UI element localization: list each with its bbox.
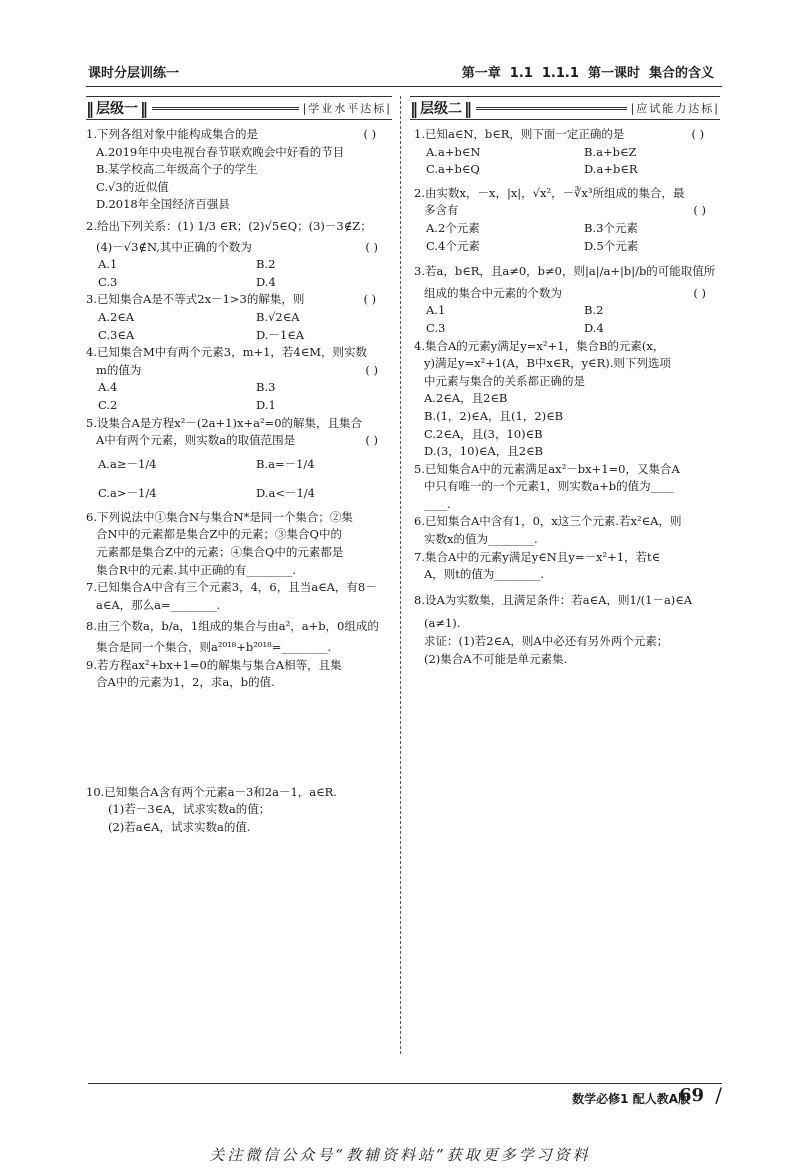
option-row: A.1 B.2 xyxy=(426,303,604,318)
option-text: D.(3，10)∈A，且2∈B xyxy=(424,444,543,459)
option-row: C.3∈A D.－1∈A xyxy=(98,327,305,342)
question-7-cont: a∈A，那么a=________. xyxy=(96,597,221,612)
question-10: 10.已知集合A含有两个元素a－3和2a－1，a∈R. xyxy=(86,784,337,799)
question-5: 5.设集合A是方程x²－(2a+1)x+a²=0的解集，且集合 xyxy=(86,415,363,430)
option-text: D.2018年全国经济百强县 xyxy=(96,197,230,212)
option-row: A.a≥－1/4 B.a=－1/4 xyxy=(98,456,315,471)
header-chapter-title: 第一章 1.1 1.1.1 第一课时 集合的含义 xyxy=(461,66,714,81)
option-row: A.4 B.3 xyxy=(98,380,276,395)
question-5: 5.已知集合A中的元素满足ax²－bx+1=0，又集合A xyxy=(414,461,680,476)
question-5-cont: A中有两个元素，则实数a的取值范围是 ( ) xyxy=(96,433,378,448)
option-row: C.4个元素 D.5个元素 xyxy=(426,238,639,253)
question-4-cont: 中元素与集合的关系都正确的是 xyxy=(424,373,585,388)
question-6-cont: 合N中的元素都是集合Z中的元素；③集合Q中的 xyxy=(96,527,342,542)
option-text: A.2019年中央电视台春节联欢晚会中好看的节目 xyxy=(96,144,345,159)
question-9-cont: 合A中的元素为1，2，求a，b的值. xyxy=(96,675,275,690)
option-text: B.某学校高二年级高个子的学生 xyxy=(96,162,258,177)
banner-bars: ‖ xyxy=(464,98,470,118)
question-6-cont: 集合R中的元素.其中正确的有________. xyxy=(96,562,296,577)
question-10-part-1: (1)若－3∈A，试求实数a的值； xyxy=(108,802,271,817)
option-row: A.2个元素 B.3个元素 xyxy=(426,220,638,235)
question-5-cont: 中只有唯一的一个元素1，则实数a+b的值为____ xyxy=(424,479,674,494)
option-row: A.a+b∈N B.a+b∈Z xyxy=(426,144,637,159)
question-4: 4.已知集合M中有两个元素3，m+1，若4∈M，则实数 xyxy=(86,345,368,360)
level-two-banner xyxy=(410,96,720,120)
banner-bars: ‖ xyxy=(410,98,416,118)
question-4-cont: y)满足y=x²+1(A，B中x∈R，y∈R).则下列选项 xyxy=(424,356,671,371)
question-6-cont: 元素都是集合Z中的元素；④集合Q中的元素都是 xyxy=(96,545,344,560)
option-row: C.a>－1/4 D.a<－1/4 xyxy=(98,486,315,501)
answer-space xyxy=(86,692,392,784)
level-one-tag: |学业水平达标| xyxy=(302,102,392,115)
question-4: 4.集合A的元素y满足y=x²+1，集合B的元素(x， xyxy=(414,338,665,353)
question-3-cont: 组成的集合中元素的个数为 ( ) xyxy=(424,285,706,300)
question-5-cont: ____. xyxy=(424,496,451,511)
question-8-part-1: 求证：(1)若2∈A，则A中必还有另外两个元素； xyxy=(424,634,669,649)
option-row: C.3 D.4 xyxy=(98,274,276,289)
question-1: 1.下列各组对象中能构成集合的是 ( ) xyxy=(86,127,377,141)
banner-fill-line xyxy=(152,107,299,110)
promo-watermark: 关注微信公众号“教辅资料站”获取更多学习资料 xyxy=(209,1146,591,1164)
option-text: B.(1，2)∈A，且(1，2)∈B xyxy=(424,408,564,423)
question-1: 1.已知a∈N，b∈R，则下面一定正确的是 ( ) xyxy=(414,127,705,141)
page-number: 69 xyxy=(678,1085,704,1106)
option-text: C.√3的近似值 xyxy=(96,179,169,194)
question-9: 9.若方程ax²+bx+1=0的解集与集合A相等，且集 xyxy=(86,657,342,672)
question-7: 7.集合A中的元素y满足y∈N且y=－x²+1，若t∈ xyxy=(414,549,661,564)
option-text: C.2∈A，且(3，10)∈B xyxy=(424,426,543,441)
question-2-cont: 多含有 ( ) xyxy=(424,203,706,218)
question-7: 7.已知集合A中含有三个元素3，4，6，且当a∈A，有8－ xyxy=(86,580,377,595)
question-7-cont: A，则t的值为________. xyxy=(424,567,545,582)
question-6-cont: 实数x的值为________. xyxy=(424,532,538,547)
footer-book-title: 数学必修1 配人教A版 xyxy=(572,1092,690,1106)
question-3: 3.若a，b∈R，且a≠0，b≠0，则|a|/a+|b|/b的可能取值所 xyxy=(414,264,716,279)
option-text: A.2∈A，且2∈B xyxy=(424,391,508,406)
question-3: 3.已知集合A是不等式2x－1>3的解集，则 ( ) xyxy=(86,292,377,307)
question-2: 2.由实数x，－x，|x|，√x²，－∛x³所组成的集合，最 xyxy=(414,185,685,200)
footer-rule xyxy=(88,1083,722,1084)
banner-bars: ‖ xyxy=(140,98,146,118)
banner-fill-line xyxy=(476,107,627,110)
level-two-tag: |应试能力达标| xyxy=(630,102,720,115)
option-row: C.2 D.1 xyxy=(98,397,276,412)
right-column xyxy=(414,126,720,668)
option-row: C.a+b∈Q D.a+b∈R xyxy=(426,162,638,177)
option-row: A.2∈A B.√2∈A xyxy=(98,309,300,324)
question-8-cont: (a≠1). xyxy=(424,616,461,631)
footer-slash: / xyxy=(715,1083,722,1107)
level-one-title: 层级一 xyxy=(96,101,138,117)
question-10-part-2: (2)若a∈A，试求实数a的值. xyxy=(108,820,251,834)
question-2-cont: (4)－√3∉N,其中正确的个数为 ( ) xyxy=(96,239,378,254)
question-8-cont: 集合是同一个集合，则a²⁰¹⁸+b²⁰¹⁸=________. xyxy=(96,640,332,655)
option-row: C.3 D.4 xyxy=(426,320,604,335)
column-divider xyxy=(400,96,401,1054)
question-8: 8.由三个数a，b/a，1组成的集合与由a²，a+b，0组成的 xyxy=(86,619,379,634)
banner-bars: ‖ xyxy=(86,98,92,118)
question-4-cont: m的值为 ( ) xyxy=(96,362,378,377)
header-section-title: 课时分层训练一 xyxy=(88,66,180,81)
question-2: 2.给出下列关系：(1) 1/3 ∈R；(2)√5∈Q；(3)－3∉Z； xyxy=(86,218,372,233)
option-row: A.1 B.2 xyxy=(98,257,276,272)
question-6: 6.已知集合A中含有1，0，x这三个元素.若x²∈A，则 xyxy=(414,514,682,529)
question-6: 6.下列说法中①集合N与集合N*是同一个集合；②集 xyxy=(86,509,353,524)
level-one-banner xyxy=(86,96,392,120)
question-8: 8.设A为实数集，且满足条件：若a∈A，则1/(1－a)∈A xyxy=(414,592,693,607)
level-two-title: 层级二 xyxy=(420,101,462,117)
header-rule xyxy=(86,86,722,87)
left-column xyxy=(86,126,392,837)
question-8-part-2: (2)集合A不可能是单元素集. xyxy=(424,651,568,666)
